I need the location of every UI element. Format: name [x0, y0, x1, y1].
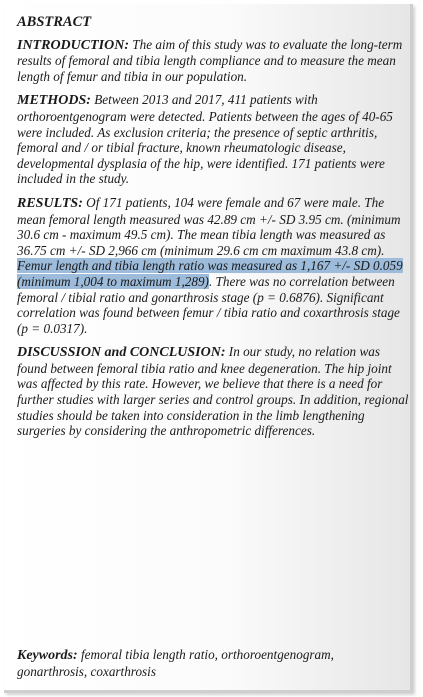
discussion-label: DISCUSSION and CONCLUSION:: [17, 345, 226, 361]
abstract-panel: [4, 4, 413, 693]
results-highlighted-text[interactable]: Femur length and tibia length ratio was measured as 1,167 +/- SD 0.059 (minimum 1,004 to maximum 1,289): [17, 258, 403, 289]
keywords-paragraph: [17, 647, 407, 679]
results-label: RESULTS:: [17, 195, 83, 211]
introduction-paragraph: [17, 37, 409, 85]
methods-text: Between 2013 and 2017, 411 patients with orthoroentgenogram were detected. Patients between the ages of 40-65 were included. As exclusion criteria; the presence of septic arthritis, femoral and / or tibial fracture, known rheumatologic disease, developmental dysplasia of the hip, were identified. 171 patients were included in the study.: [17, 92, 393, 187]
abstract-heading: ABSTRACT: [17, 14, 92, 30]
results-paragraph: [17, 195, 409, 336]
methods-paragraph: [17, 92, 409, 187]
discussion-paragraph: [17, 344, 409, 439]
introduction-label: INTRODUCTION:: [17, 37, 129, 53]
methods-label: METHODS:: [17, 93, 91, 109]
abstract-content: [17, 15, 409, 447]
introduction-text: The aim of this study was to evaluate the long-term results of femoral and tibia length compliance and to measure the mean length of femur and tibia in our population.: [17, 36, 403, 84]
keywords-text: femoral tibia length ratio, orthoroentgenogram, gonarthrosis, coxarthrosis: [17, 647, 334, 679]
discussion-text: In our study, no relation was found between femoral tibia ratio and knee degeneration. The hip joint was affected by this rate. However, we believe that there is a need for further studies with larger series and control groups. In addition, regional studies should be taken into consideration in the limb lengthening surgeries by considering the anthropometric differences.: [17, 344, 409, 439]
results-text-before: Of 171 patients, 104 were female and 67 were male. The mean femoral length measured was 42.89 cm +/- SD 3.95 cm. (minimum 30.6 cm - maximum 49.5 cm). The mean tibia length was measured as 36.75 cm +/- SD 2,966 cm (minimum 29.6 cm cm maximum 43.8 cm).: [17, 194, 401, 258]
keywords-label: Keywords:: [17, 648, 78, 663]
results-text-after: . There was no correlation between femoral / tibial ratio and gonarthrosis stage (p = 0.6876). Significant correlation was found between femur / tibia ratio and coxarthrosis stage (p = 0.0317).: [17, 273, 400, 336]
